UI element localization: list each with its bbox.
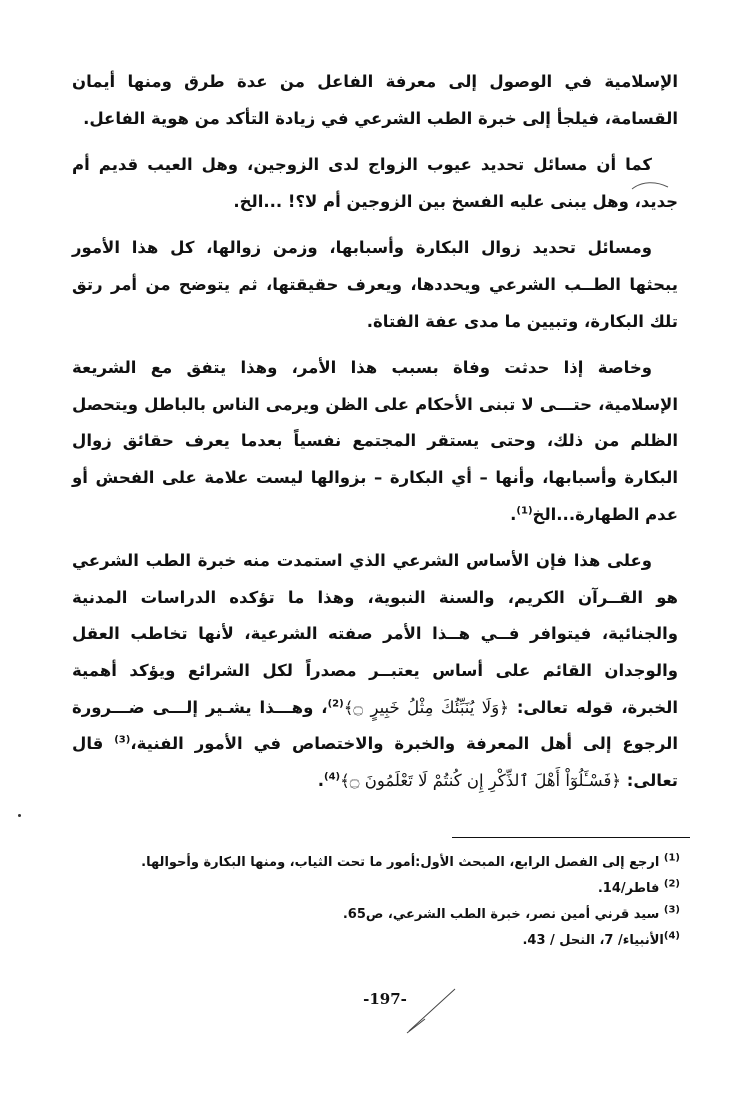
footnote-1: $^{(1)}$ ارجع إلى الفصل الرابع، المبحث الأول:أمور ما تحت الثياب، ومنها البكارة وأحوالها. xyxy=(141,852,680,870)
footnote-2: $^{(2)}$ فاطر/14. xyxy=(597,878,680,896)
footnote-ref-2: (2) xyxy=(327,698,344,709)
footnotes xyxy=(120,850,680,954)
pen-stroke xyxy=(405,985,465,1039)
footnote-separator xyxy=(452,837,690,838)
quran-verse-2: ﴿فَسْـَٔلُوٓاْ أَهْلَ ٱلذِّكْرِ إِن كُنتُمْ لَا تَعْلَمُونَ ۝﴾ xyxy=(340,770,622,790)
paragraph-1: الإسلامية في الوصول إلى معرفة الفاعل من عدة طرق ومنها أيمان القسامة، فيلجأ إلى خبرة الطب الشرعي في زيادة التأكد من هوية الفاعل. xyxy=(72,72,678,128)
paragraph-5: وعلى هذا فإن الأساس الشرعي الذي استمدت منه خبرة الطب الشرعي هو القــرآن الكريم، والسنة النبوية، وهذا ما تؤكده الدراسات المدنية والجنائية، فيتوافر فــي هــذا الأمر صفته الشرعية، لأنها تخاطب العقل والوجدان القائم على أساس يعتبــر مصدراً لكل الشرائع ويؤكد أهمية الخبرة، قوله تعالى: ﴿وَلَا يُنَبِّئُكَ مِثْلُ خَبِيرٍ ۝﴾$^{(2)}$، وهـــذا يشـير إلـــى ضـــرورة الرجوع إلى أهل المعرفة والخبرة والاختصاص في الأمور الفنية،$^{(3)}$ قال تعالى: ﴿فَسْـَٔلُوٓاْ أَهْلَ ٱلذِّكْرِ إِن كُنتُمْ لَا تَعْلَمُونَ ۝﴾$^{(4)}$. xyxy=(72,551,678,790)
paragraph-2: كما أن مسائل تحديد عيوب الزواج لدى الزوجين، وهل العيب قديم أم جديد، وهل يبنى عليه الفسخ بين الزوجين أم لا؟! ...الخ. xyxy=(72,155,678,211)
footnote-ref-1: (1) xyxy=(516,505,533,517)
paragraph-4: وخاصة إذا حدثت وفاة بسبب هذا الأمر، وهذا يتفق مع الشريعة الإسلامية، حتـــى لا تبنى الأحكام على الظن ويرمى الناس بالباطل ويتحصل الظلم من ذلك، وحتى يستقر المجتمع نفسياً بعدما يعرف حقائق زوال البكارة وأسبابها، وأنها – أي البكارة – بزوالها ليست علامة على الفحش أو عدم الطهارة...الخ$^{(1)}$. xyxy=(72,358,678,524)
main-text xyxy=(72,64,678,799)
scan-speck xyxy=(18,814,21,817)
page-number: -197- xyxy=(363,990,407,1008)
footnote-3: $^{(3)}$ سيد قرني أمين نصر، خبرة الطب الشرعي، ص65. xyxy=(342,904,680,922)
pen-mark xyxy=(630,178,670,197)
quran-verse-1: ﴿وَلَا يُنَبِّئُكَ مِثْلُ خَبِيرٍ ۝﴾ xyxy=(343,697,509,717)
footnote-ref-4: (4) xyxy=(323,771,341,783)
footnote-4: $^{(4)}$الأنبياء/ 7، النحل / 43. xyxy=(522,930,680,948)
footnote-ref-3: (3) xyxy=(114,734,131,746)
paragraph-3: ومسائل تحديد زوال البكارة وأسبابها، وزمن زوالها، كل هذا الأمور يبحثها الطــب الشرعي ويحددها، ويعرف حقيقتها، ثم يتوضح من أمر رتق تلك البكارة، وتبيين ما مدى عفة الفتاة. xyxy=(72,238,678,331)
